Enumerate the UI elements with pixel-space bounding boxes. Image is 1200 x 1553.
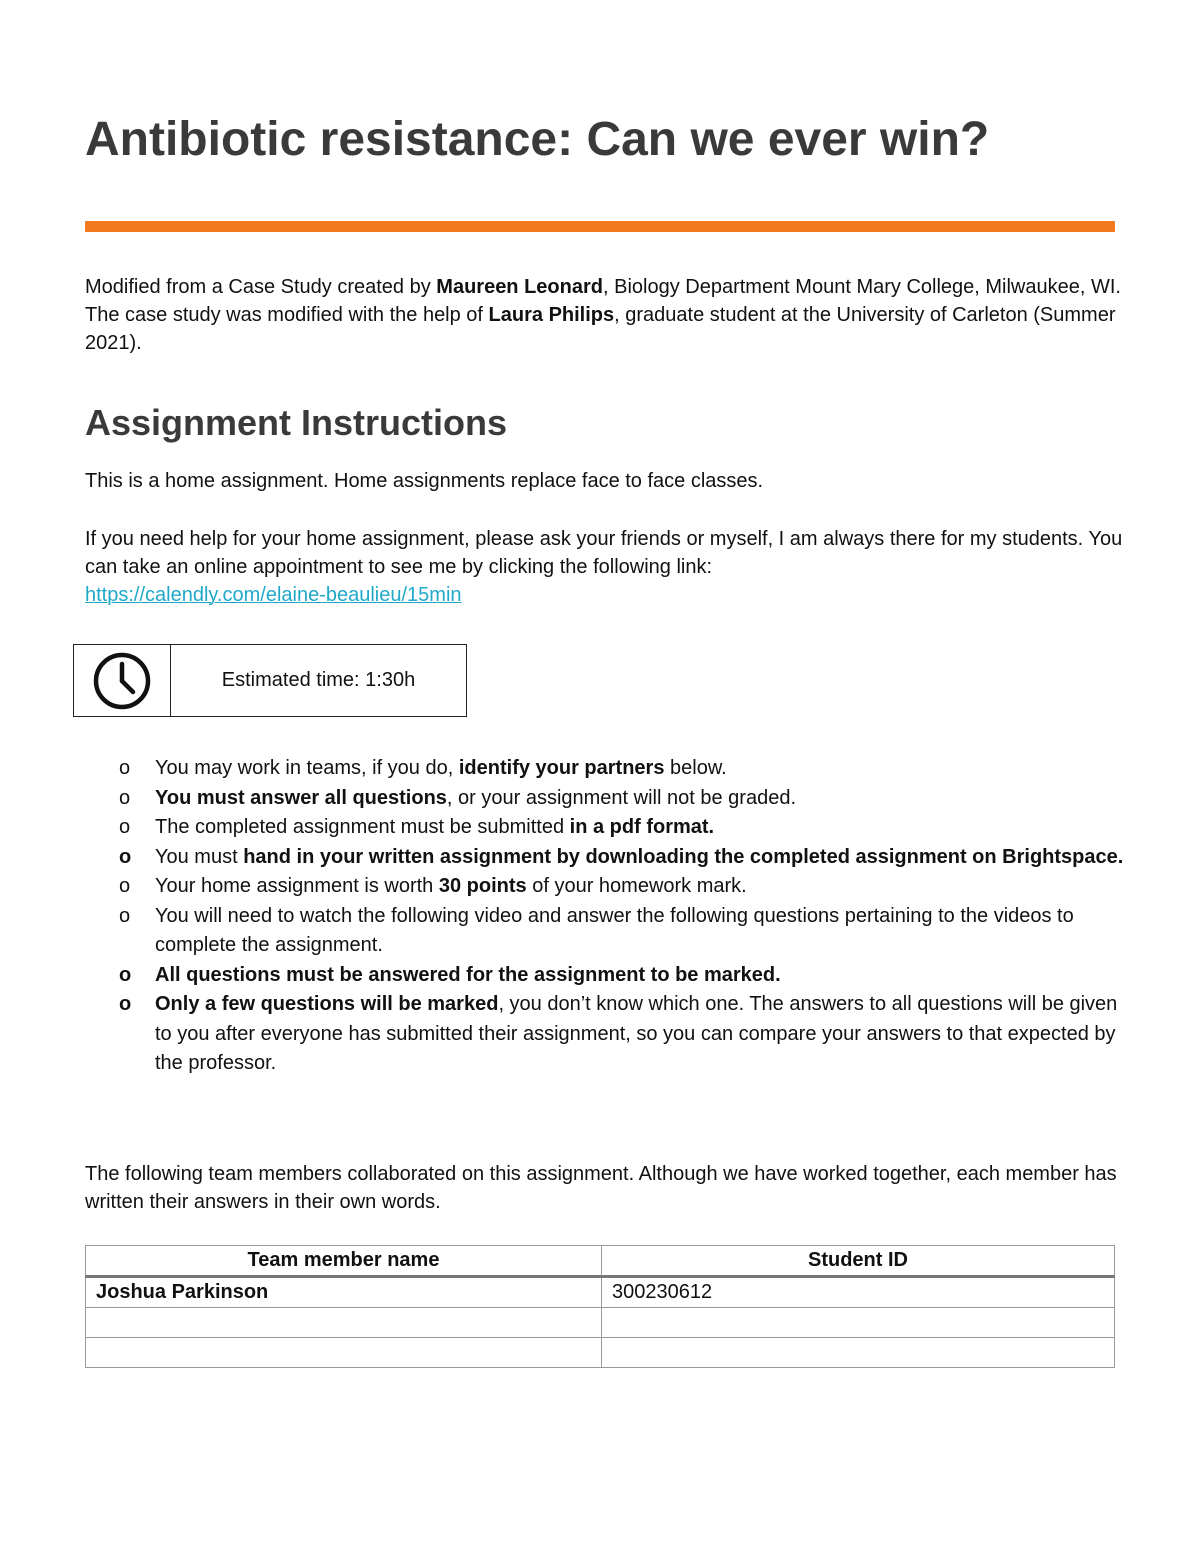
bullet-text: The completed assignment must be submitted <box>155 816 570 838</box>
bullet-emphasis: You must answer all questions <box>155 786 447 809</box>
instruction-list <box>85 754 1125 1079</box>
list-item <box>85 961 1125 991</box>
help-text: If you need help for your home assignment, please ask your friends or myself, I am always there for my students. You can take an online appointment to see me by clicking the following link: <box>85 528 1123 578</box>
bullet-marker: o <box>119 875 131 897</box>
bullet-text: below. <box>664 757 727 779</box>
clock-cell <box>74 645 171 716</box>
home-assignment-text: This is a home assignment. Home assignments replace face to face classes. <box>85 470 764 492</box>
bullet-emphasis: in a pdf format. <box>569 816 715 838</box>
table-row <box>86 1338 1115 1368</box>
student-id-cell[interactable] <box>602 1308 1115 1338</box>
bullet-emphasis: Only a few questions will be marked <box>155 993 499 1015</box>
list-item <box>85 872 1125 902</box>
bullet-marker: o <box>119 904 131 927</box>
team-statement: The following team members collaborated on this assignment. Although we have worked together, each member has written their answers in their own words. <box>85 1163 1117 1213</box>
bullet-emphasis: All questions must be answered for the assignment to be marked. <box>155 963 781 986</box>
list-item <box>85 754 1125 784</box>
intro-paragraph <box>85 273 1125 357</box>
help-paragraph <box>85 525 1125 609</box>
bullet-marker: o <box>119 963 132 986</box>
intro-text-3: , graduate student at the University of Carleton (Summer 2021). <box>85 304 1116 354</box>
estimated-time-box <box>73 644 467 717</box>
table-header-row <box>86 1246 1115 1277</box>
title-accent-rule <box>85 221 1115 232</box>
bullet-text: , or your assignment will not be graded. <box>446 786 796 809</box>
bullet-marker: o <box>119 993 132 1015</box>
student-id-cell[interactable] <box>602 1338 1115 1368</box>
list-item <box>85 813 1125 843</box>
list-item <box>85 902 1125 961</box>
bullet-text: You may work in teams, if you do, <box>155 757 459 779</box>
document-title: Antibiotic resistance: Can we ever win? <box>85 113 990 166</box>
list-item <box>85 843 1125 873</box>
student-id-cell[interactable]: 300230612 <box>602 1277 1115 1308</box>
bullet-marker: o <box>119 845 132 868</box>
bullet-text: You must <box>155 845 244 868</box>
bullet-marker: o <box>119 786 131 809</box>
header-team-member-name: Team member name <box>86 1246 602 1277</box>
bullet-marker: o <box>119 757 131 779</box>
calendly-link[interactable]: https://calendly.com/elaine-beaulieu/15min <box>85 584 462 606</box>
member-name-cell[interactable]: Joshua Parkinson <box>86 1277 602 1308</box>
bullet-marker: o <box>119 816 131 838</box>
member-name-cell[interactable] <box>86 1338 602 1368</box>
list-item <box>85 784 1125 814</box>
estimated-time-label: Estimated time: 1:30h <box>221 669 416 691</box>
team-members-table <box>85 1245 1115 1368</box>
bullet-text: Your home assignment is worth <box>155 875 439 897</box>
bullet-emphasis: hand in your written assignment by downloading the completed assignment on Brightspace. <box>243 845 1124 868</box>
bullet-emphasis: 30 points <box>438 875 527 897</box>
table-row <box>86 1308 1115 1338</box>
list-item <box>85 990 1125 1079</box>
header-student-id: Student ID <box>602 1246 1115 1277</box>
author-laura: Laura Philips <box>488 304 615 326</box>
intro-text-2: , Biology Department Mount Mary College, Milwaukee, WI. The case study was modified with the help of <box>85 276 1121 326</box>
bullet-text: of your homework mark. <box>526 875 747 897</box>
instructions-heading: Assignment Instructions <box>85 402 508 443</box>
bullet-text: You will need to watch the following video and answer the following questions pertaining to the videos to complete the assignment. <box>155 904 1074 956</box>
clock-icon <box>91 650 153 712</box>
bullet-emphasis: identify your partners <box>458 757 665 779</box>
intro-text-1: Modified from a Case Study created by <box>85 276 437 298</box>
member-name-cell[interactable] <box>86 1308 602 1338</box>
author-maureen: Maureen Leonard <box>436 276 603 298</box>
bullet-text: , you don’t know which one. The answers to all questions will be given to you after everyone has submitted their assignment, so you can compare your answers to that expected by the professor. <box>155 993 1118 1074</box>
table-row <box>86 1277 1115 1308</box>
